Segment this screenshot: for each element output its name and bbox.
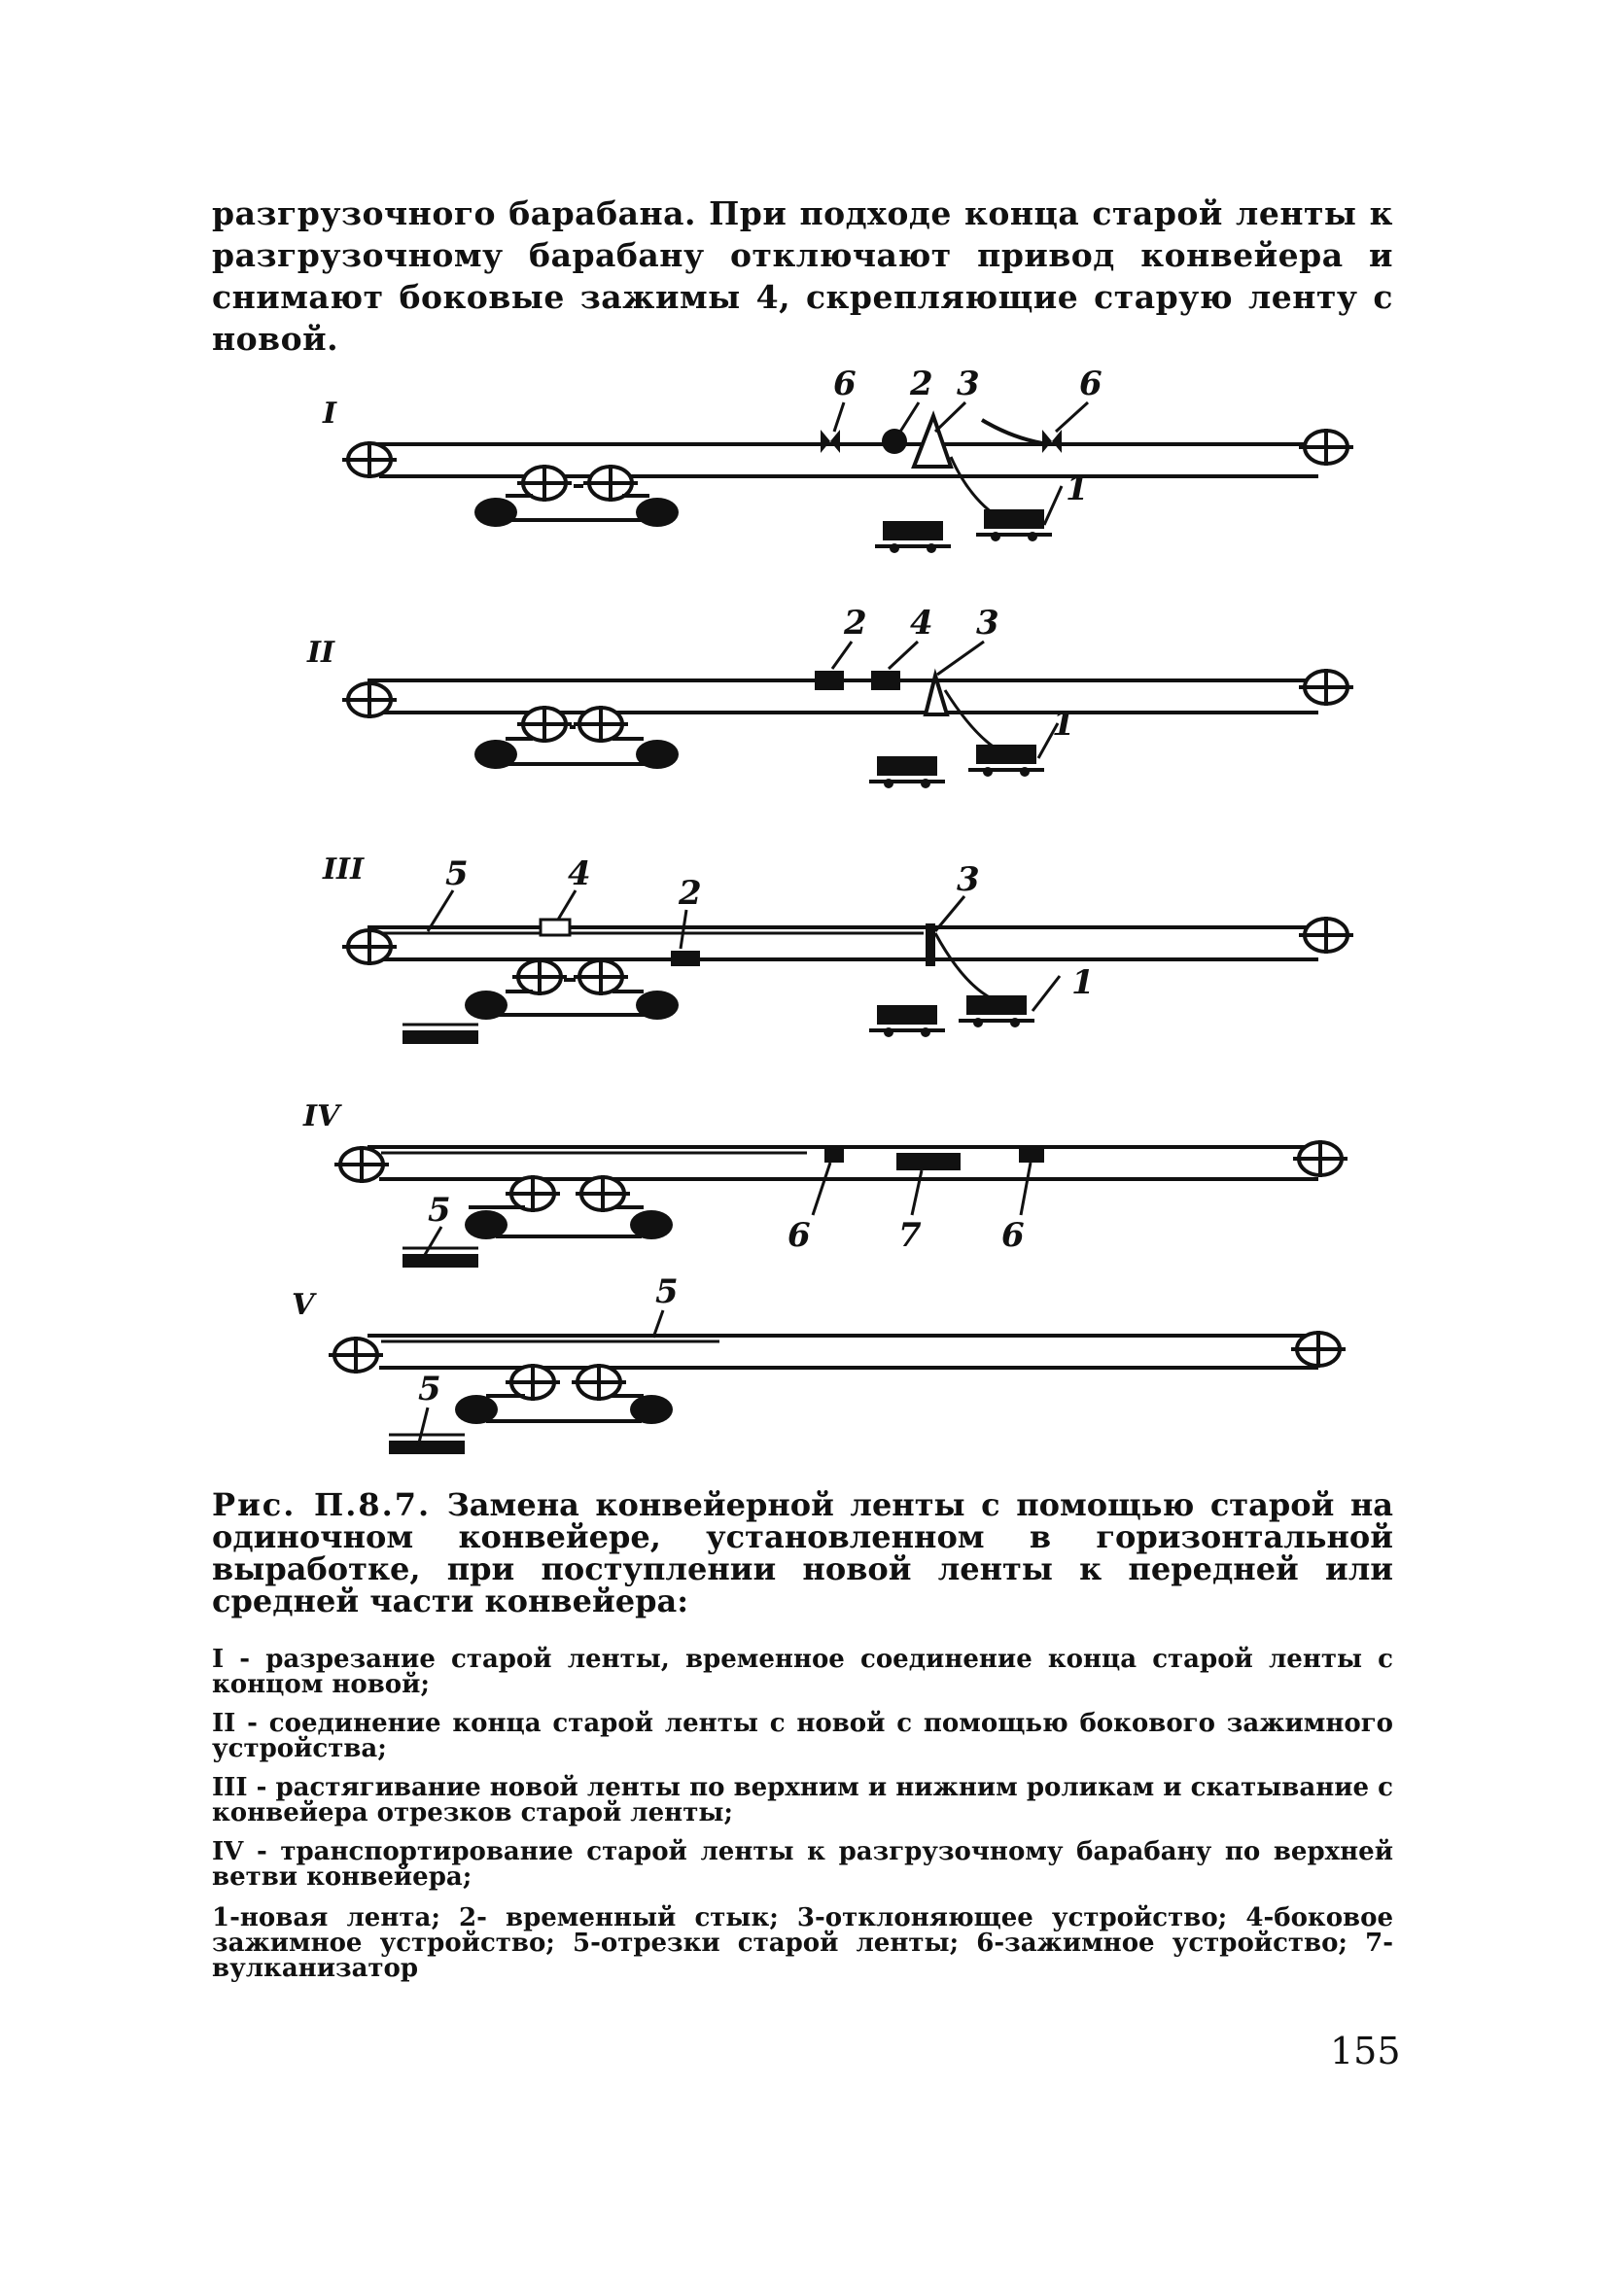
legend-stage-1: I - разрезание старой ленты, временное соединение конца старой ленты с концом новой; (212, 1645, 1393, 1699)
stage-3-mark-4: 4 (568, 854, 591, 893)
stage-4-mark-5: 5 (428, 1191, 451, 1230)
legend-stage-4: IV - транспортирование старой ленты к разгрузочному барабану по верхней ветви конвейера; (212, 1837, 1393, 1892)
stage-3-label: III (323, 852, 365, 887)
body-paragraph: разгрузочного барабана. При подходе конца старой ленты к разгрузочному барабану отключают привод конвейера и снимают боковые зажимы 4, скрепляющие старую ленту с новой. (212, 194, 1393, 358)
stage-1-mark-2: 2 (910, 365, 933, 403)
stage-1-mark-6a: 6 (833, 365, 857, 403)
figure-caption (212, 1486, 1394, 1619)
stage-2-mark-3: 3 (976, 604, 999, 643)
figure-caption-text: Замена конвейерной ленты с помощью старой на одиночном конвейере, установленном в горизонтальной выработке, при поступлении новой ленты к передней или средней части конвейера: (212, 1486, 1394, 1619)
stage-5-label: V (292, 1288, 315, 1322)
legend-stage-2: II - соединение конца старой ленты с новой с помощью бокового зажимного устройства; (212, 1709, 1393, 1763)
stage-1-diagram (322, 365, 1353, 553)
stage-1-label: I (323, 397, 337, 431)
stage-5-diagram (292, 1272, 1346, 1454)
stage-1-mark-6b: 6 (1079, 365, 1102, 403)
stage-5-mark-5b: 5 (418, 1370, 441, 1409)
stage-3-mark-1: 1 (1071, 963, 1095, 1002)
stage-3-diagram (322, 852, 1353, 1044)
stage-2-mark-1: 1 (1052, 705, 1075, 744)
stage-4-mark-6b: 6 (1001, 1216, 1025, 1255)
stage-2-diagram (306, 604, 1353, 788)
page-number: 155 (1330, 2030, 1401, 2072)
legend-stage-3: III - растягивание новой ленты по верхним и нижним роликам и скатывание с конвейера отрезков старой ленты; (212, 1773, 1393, 1827)
stage-2-mark-2: 2 (844, 604, 867, 643)
figure-caption-prefix: Рис. П.8.7. (212, 1486, 432, 1523)
stage-3-mark-3: 3 (957, 860, 980, 899)
stage-2-label: II (307, 636, 335, 670)
stage-4-mark-6a: 6 (788, 1216, 811, 1255)
stage-1-mark-1: 1 (1066, 470, 1089, 508)
stage-3-mark-2: 2 (679, 874, 702, 913)
stage-4-mark-7: 7 (898, 1216, 922, 1255)
stage-4-label: IV (303, 1099, 340, 1133)
stage-5-mark-5a: 5 (655, 1272, 679, 1311)
stage-2-mark-4: 4 (910, 604, 933, 643)
stage-4-diagram (302, 1099, 1348, 1268)
legend-parts-key: 1-новая лента; 2- временный стык; 3-отклоняющее устройство; 4-боковое зажимное устройство; 5-отрезки старой ленты; 6-зажимное устройство; 7-вулканизатор (212, 1903, 1393, 1983)
stage-3-mark-5: 5 (445, 854, 469, 893)
stage-1-mark-3: 3 (957, 365, 980, 403)
